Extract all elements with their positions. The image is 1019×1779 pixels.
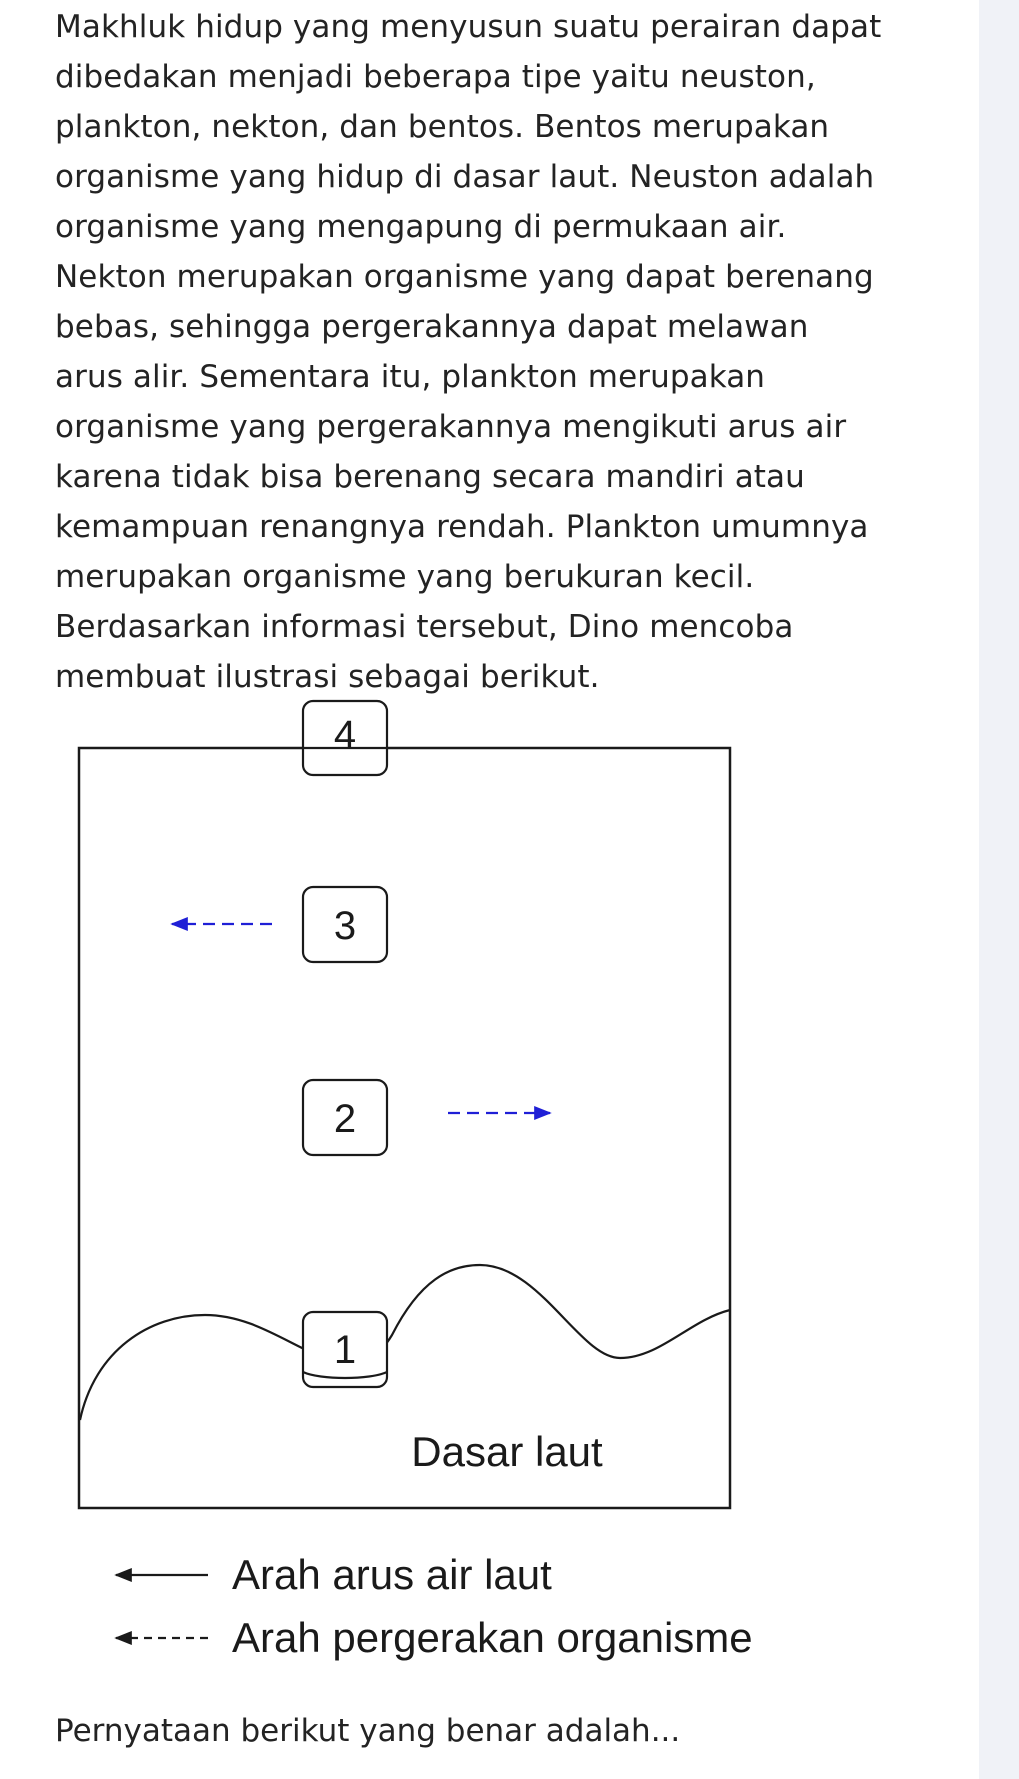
passage-line: Nekton merupakan organisme yang dapat berenang <box>55 259 874 295</box>
passage-line: bebas, sehingga pergerakannya dapat melawan <box>55 309 809 345</box>
passage-line: organisme yang hidup di dasar laut. Neuston adalah <box>55 159 875 195</box>
passage-line: membuat ilustrasi sebagai berikut. <box>55 659 600 695</box>
passage-line: Makhluk hidup yang menyusun suatu perairan dapat <box>55 9 882 45</box>
passage-line: karena tidak bisa berenang secara mandiri atau <box>55 459 805 495</box>
passage-line: plankton, nekton, dan bentos. Bentos merupakan <box>55 109 830 145</box>
organism-label-1: 1 <box>333 1328 357 1372</box>
question-prompt: Pernyataan berikut yang benar adalah... <box>55 1713 681 1749</box>
passage-line: merupakan organisme yang berukuran kecil. <box>55 559 755 595</box>
seabed-label: Dasar laut <box>411 1428 603 1475</box>
legend-movement-label: Arah pergerakan organisme <box>232 1614 753 1661</box>
passage-line: Berdasarkan informasi tersebut, Dino mencoba <box>55 609 794 645</box>
right-sidebar-strip <box>979 0 1019 1779</box>
organism-box-2 <box>303 1080 387 1155</box>
organism-label-2: 2 <box>333 1097 357 1141</box>
passage-line: kemampuan renangnya rendah. Plankton umumnya <box>55 509 869 545</box>
organism-box-3 <box>303 887 387 962</box>
legend <box>116 1551 753 1661</box>
legend-current-label: Arah arus air laut <box>232 1551 552 1598</box>
ecosystem-diagram <box>0 690 979 1690</box>
passage-line: organisme yang mengapung di permukaan air. <box>55 209 787 245</box>
water-box <box>79 748 730 1508</box>
passage-text <box>55 2 935 702</box>
passage-line: dibedakan menjadi beberapa tipe yaitu neuston, <box>55 59 816 95</box>
seabed-wave <box>80 1265 730 1420</box>
organism-label-3: 3 <box>333 904 357 948</box>
organism-box-4 <box>303 701 387 775</box>
passage-line: arus alir. Sementara itu, plankton merupakan <box>55 359 766 395</box>
organism-label-4: 4 <box>333 713 357 757</box>
passage-line: organisme yang pergerakannya mengikuti arus air <box>55 409 847 445</box>
